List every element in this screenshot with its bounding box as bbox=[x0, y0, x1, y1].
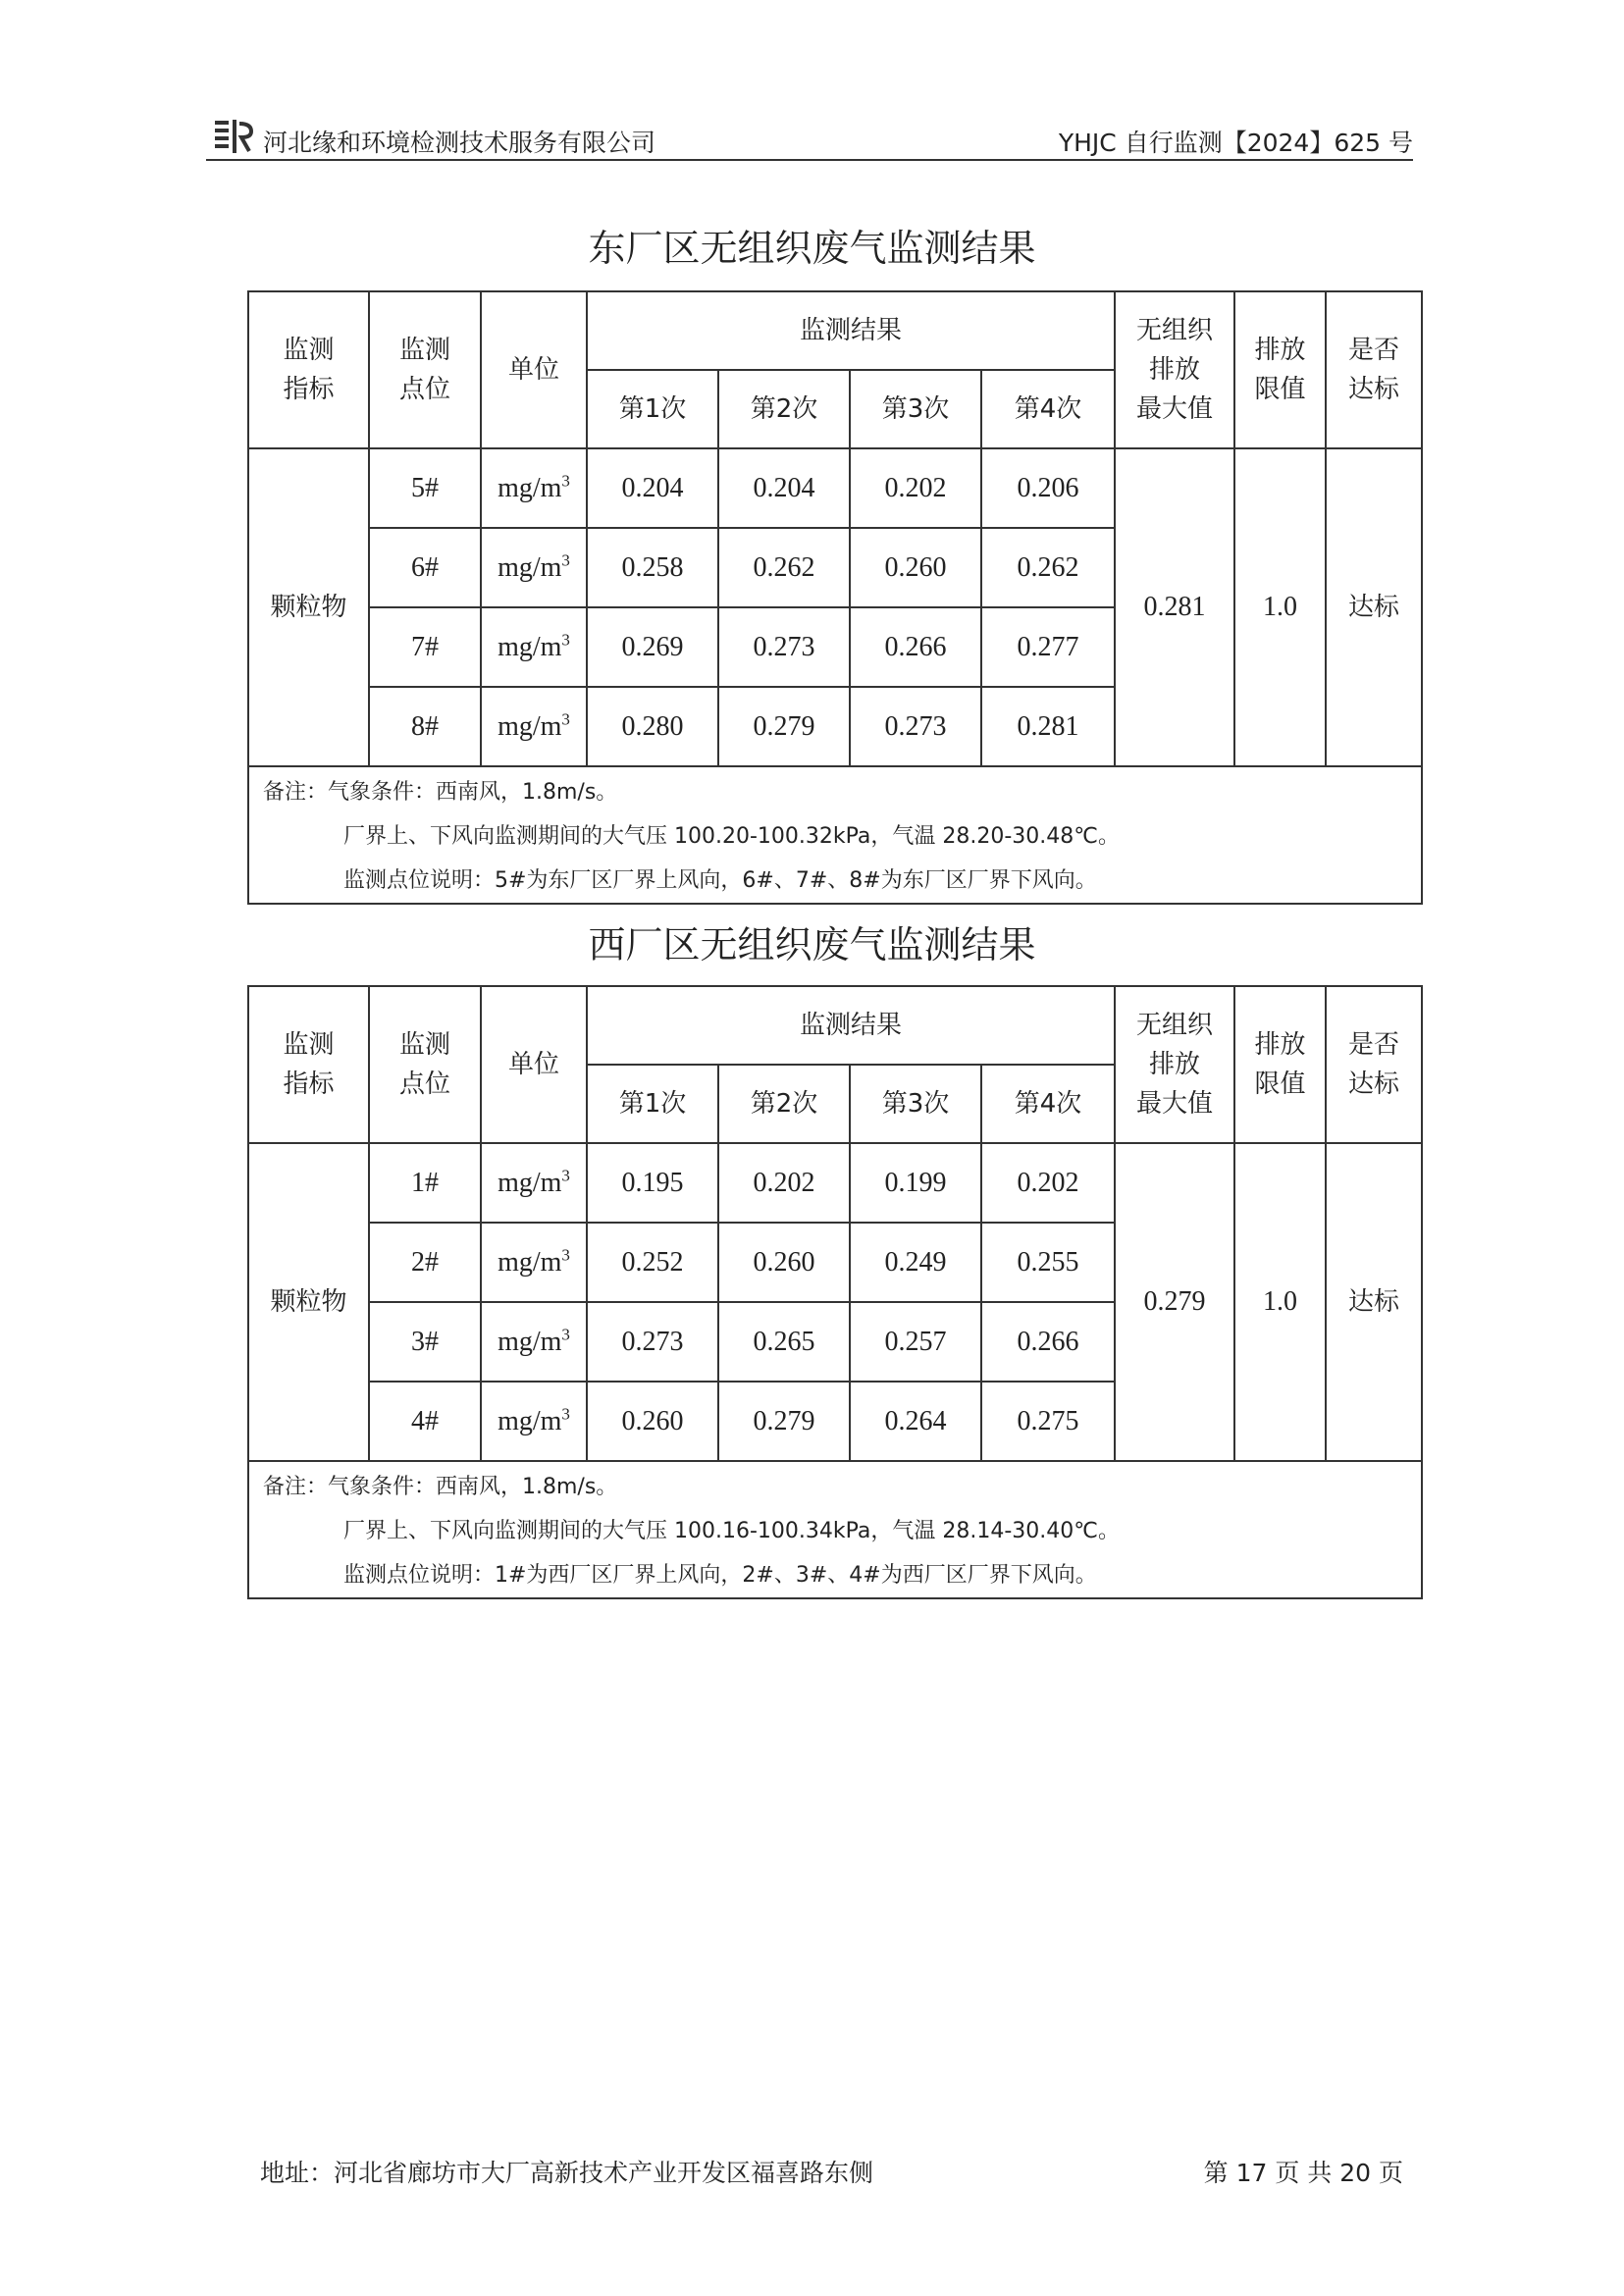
value-cell: 0.258 bbox=[587, 528, 718, 607]
header-compliant: 是否 达标 bbox=[1326, 986, 1422, 1143]
point-cell: 3# bbox=[369, 1302, 481, 1382]
value-cell: 0.266 bbox=[981, 1302, 1115, 1382]
point-cell: 1# bbox=[369, 1143, 481, 1223]
header-unit: 单位 bbox=[481, 986, 587, 1143]
remarks bbox=[248, 1461, 1422, 1598]
value-cell: 0.199 bbox=[850, 1143, 981, 1223]
remark-line: 监测点位说明：5#为东厂区厂界上风向，6#、7#、8#为东厂区厂界下风向。 bbox=[343, 868, 1097, 893]
header-indicator: 监测 指标 bbox=[248, 291, 369, 448]
value-cell: 0.202 bbox=[718, 1143, 850, 1223]
compliant-cell: 达标 bbox=[1326, 448, 1422, 766]
header-round-3: 第3次 bbox=[850, 1065, 981, 1143]
remark-line: 厂界上、下风向监测期间的大气压 100.16-100.34kPa，气温 28.14-30.40℃。 bbox=[343, 1519, 1120, 1543]
header-round-2: 第2次 bbox=[718, 370, 850, 448]
header-limit: 排放 限值 bbox=[1234, 986, 1326, 1143]
company-logo-icon bbox=[212, 118, 253, 155]
remark-line: 备注：气象条件：西南风，1.8m/s。 bbox=[263, 1475, 618, 1499]
point-cell: 8# bbox=[369, 687, 481, 766]
compliant-cell: 达标 bbox=[1326, 1143, 1422, 1461]
header-round-2: 第2次 bbox=[718, 1065, 850, 1143]
value-cell: 0.277 bbox=[981, 607, 1115, 687]
point-cell: 6# bbox=[369, 528, 481, 607]
value-cell: 0.260 bbox=[587, 1382, 718, 1461]
value-cell: 0.262 bbox=[981, 528, 1115, 607]
value-cell: 0.255 bbox=[981, 1223, 1115, 1302]
value-cell: 0.252 bbox=[587, 1223, 718, 1302]
limit-value-cell: 1.0 bbox=[1234, 1143, 1326, 1461]
value-cell: 0.204 bbox=[587, 448, 718, 528]
unit-cell: $mg/m^3$ bbox=[481, 528, 587, 607]
unit-cell: $mg/m^3$ bbox=[481, 1223, 587, 1302]
header-results: 监测结果 bbox=[587, 986, 1115, 1065]
header-round-3: 第3次 bbox=[850, 370, 981, 448]
remark-line: 监测点位说明：1#为西厂区厂界上风向，2#、3#、4#为西厂区厂界下风向。 bbox=[343, 1563, 1097, 1588]
unit-cell: $mg/m^3$ bbox=[481, 687, 587, 766]
remarks bbox=[248, 766, 1422, 904]
remark-line: 厂界上、下风向监测期间的大气压 100.20-100.32kPa，气温 28.20-30.48℃。 bbox=[343, 824, 1120, 849]
header-results: 监测结果 bbox=[587, 291, 1115, 370]
header-round-4: 第4次 bbox=[981, 1065, 1115, 1143]
header-limit: 排放 限值 bbox=[1234, 291, 1326, 448]
max-value-cell: 0.279 bbox=[1115, 1143, 1234, 1461]
value-cell: 0.269 bbox=[587, 607, 718, 687]
page-header bbox=[206, 116, 1413, 161]
header-point: 监测 点位 bbox=[369, 986, 481, 1143]
header-unit: 单位 bbox=[481, 291, 587, 448]
value-cell: 0.266 bbox=[850, 607, 981, 687]
max-value-cell: 0.281 bbox=[1115, 448, 1234, 766]
header-round-1: 第1次 bbox=[587, 370, 718, 448]
west-results-table bbox=[247, 985, 1423, 1599]
value-cell: 0.206 bbox=[981, 448, 1115, 528]
value-cell: 0.279 bbox=[718, 687, 850, 766]
table-row bbox=[248, 1143, 1422, 1223]
unit-cell: $mg/m^3$ bbox=[481, 448, 587, 528]
header-round-1: 第1次 bbox=[587, 1065, 718, 1143]
footer-address: 地址：河北省廊坊市大厂高新技术产业开发区福喜路东侧 bbox=[260, 2159, 874, 2187]
value-cell: 0.265 bbox=[718, 1302, 850, 1382]
value-cell: 0.262 bbox=[718, 528, 850, 607]
value-cell: 0.249 bbox=[850, 1223, 981, 1302]
point-cell: 7# bbox=[369, 607, 481, 687]
header-max: 无组织 排放 最大值 bbox=[1115, 986, 1234, 1143]
value-cell: 0.264 bbox=[850, 1382, 981, 1461]
company-name: 河北缘和环境检测技术服务有限公司 bbox=[263, 129, 656, 157]
value-cell: 0.273 bbox=[718, 607, 850, 687]
value-cell: 0.280 bbox=[587, 687, 718, 766]
east-results-table bbox=[247, 290, 1423, 905]
remark-line: 备注：气象条件：西南风，1.8m/s。 bbox=[263, 780, 618, 805]
point-cell: 2# bbox=[369, 1223, 481, 1302]
table-title-west: 西厂区无组织废气监测结果 bbox=[588, 923, 1036, 966]
table-title-east: 东厂区无组织废气监测结果 bbox=[588, 227, 1036, 270]
document-number: YHJC 自行监测【2024】625 号 bbox=[1058, 129, 1413, 157]
page-number: 第 17 页 共 20 页 bbox=[1203, 2159, 1403, 2187]
value-cell: 0.257 bbox=[850, 1302, 981, 1382]
value-cell: 0.195 bbox=[587, 1143, 718, 1223]
header-round-4: 第4次 bbox=[981, 370, 1115, 448]
unit-cell: $mg/m^3$ bbox=[481, 1302, 587, 1382]
indicator-cell: 颗粒物 bbox=[248, 448, 369, 766]
table-row bbox=[248, 448, 1422, 528]
unit-cell: $mg/m^3$ bbox=[481, 607, 587, 687]
header-indicator: 监测 指标 bbox=[248, 986, 369, 1143]
value-cell: 0.281 bbox=[981, 687, 1115, 766]
unit-cell: $mg/m^3$ bbox=[481, 1143, 587, 1223]
indicator-cell: 颗粒物 bbox=[248, 1143, 369, 1461]
header-point: 监测 点位 bbox=[369, 291, 481, 448]
point-cell: 5# bbox=[369, 448, 481, 528]
value-cell: 0.202 bbox=[850, 448, 981, 528]
value-cell: 0.260 bbox=[850, 528, 981, 607]
value-cell: 0.204 bbox=[718, 448, 850, 528]
value-cell: 0.279 bbox=[718, 1382, 850, 1461]
header-max: 无组织 排放 最大值 bbox=[1115, 291, 1234, 448]
value-cell: 0.202 bbox=[981, 1143, 1115, 1223]
header-compliant: 是否 达标 bbox=[1326, 291, 1422, 448]
value-cell: 0.275 bbox=[981, 1382, 1115, 1461]
value-cell: 0.273 bbox=[587, 1302, 718, 1382]
point-cell: 4# bbox=[369, 1382, 481, 1461]
value-cell: 0.260 bbox=[718, 1223, 850, 1302]
unit-cell: $mg/m^3$ bbox=[481, 1382, 587, 1461]
value-cell: 0.273 bbox=[850, 687, 981, 766]
limit-value-cell: 1.0 bbox=[1234, 448, 1326, 766]
